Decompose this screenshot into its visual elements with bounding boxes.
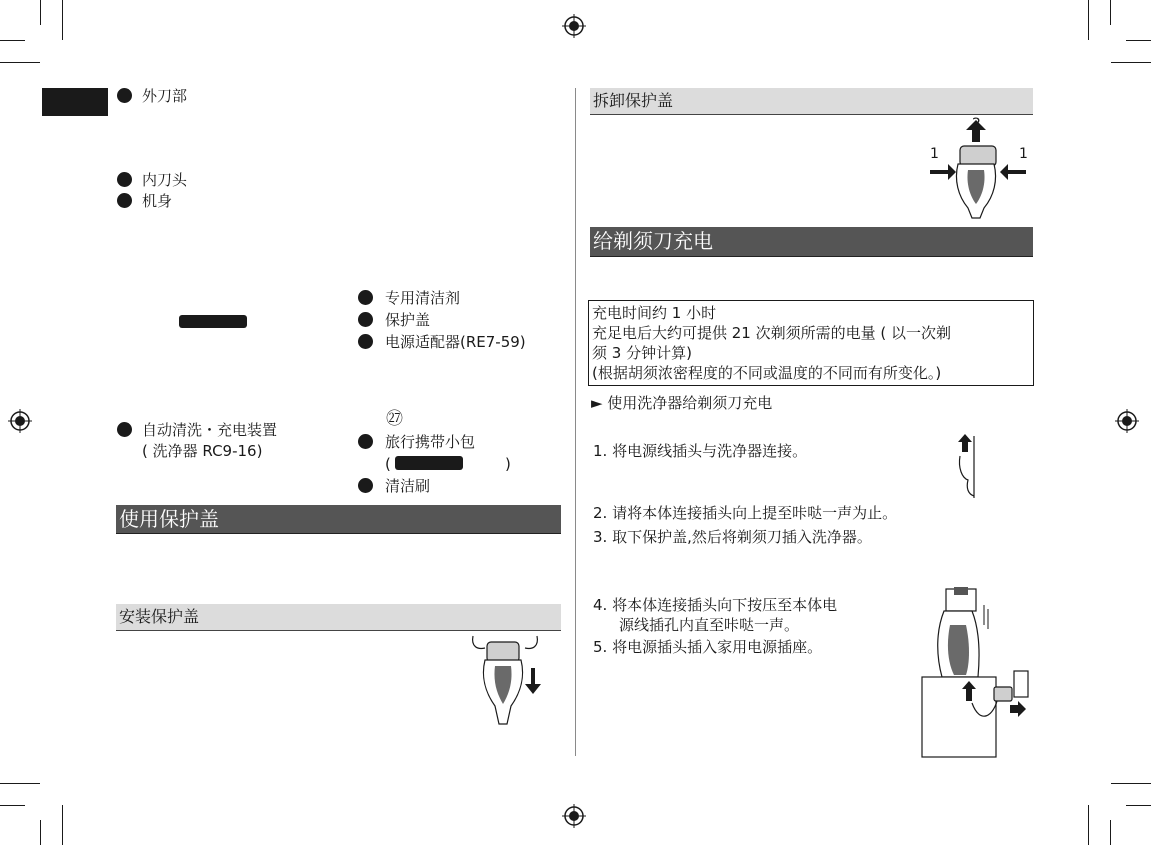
language-tab xyxy=(42,88,108,116)
bullet xyxy=(117,172,132,187)
attach-cover-figure xyxy=(463,634,547,730)
section-use-cover xyxy=(116,505,561,534)
note-line-1: 充电时间约 1 小时 xyxy=(592,304,717,322)
crop-mark xyxy=(0,805,25,806)
registration-mark-left xyxy=(8,409,32,437)
bullet xyxy=(358,290,373,305)
crop-mark xyxy=(1126,805,1151,806)
item-body: 机身 xyxy=(142,192,173,210)
step-1-figure xyxy=(954,432,984,504)
charge-with-cleaner-heading: ► 使用洗净器给剃须刀充电 xyxy=(591,394,773,412)
crop-mark xyxy=(1088,0,1089,40)
item-cleaning-agent: 专用清洁剂 xyxy=(385,289,461,307)
item-pouch-paren-close: ) xyxy=(505,455,511,473)
step-5: 5. 将电源插头插入家用电源插座。 xyxy=(593,638,823,656)
item-inner-blade: 内刀头 xyxy=(142,171,188,189)
crop-mark xyxy=(0,62,40,63)
crop-mark xyxy=(0,783,40,784)
note-line-3: 须 3 分钟计算) xyxy=(592,344,692,362)
crop-mark xyxy=(62,0,63,40)
item-brush: 清洁刷 xyxy=(385,477,431,495)
bullet xyxy=(358,434,373,449)
step-3: 3. 取下保护盖,然后将剃须刀插入洗净器。 xyxy=(593,528,872,546)
bullet xyxy=(117,88,132,103)
bullet xyxy=(117,422,132,437)
step-4-line-2: 源线插孔内直至咔哒一声。 xyxy=(619,616,800,634)
bullet xyxy=(358,334,373,349)
item-number-27: ㉗ xyxy=(386,409,403,429)
section-remove-cover-title: 拆卸保护盖 xyxy=(593,91,674,110)
crop-mark xyxy=(40,0,41,25)
crop-mark xyxy=(0,40,25,41)
crop-mark xyxy=(1111,62,1151,63)
note-line-2: 充足电后大约可提供 21 次剃须所需的电量 ( 以一次剃 xyxy=(592,324,952,342)
bullet xyxy=(117,193,132,208)
item-pouch: 旅行携带小包 xyxy=(385,433,476,451)
crop-mark xyxy=(1126,40,1151,41)
cleaner-station-figure xyxy=(910,585,1030,765)
charge-note-box xyxy=(588,300,1034,386)
fig-remove-label-2: 2 xyxy=(972,116,981,132)
item-cover: 保护盖 xyxy=(385,311,431,329)
section-attach-cover xyxy=(116,604,561,631)
crop-mark xyxy=(1111,783,1151,784)
crop-mark xyxy=(40,820,41,845)
step-2: 2. 请将本体连接插头向上提至咔哒一声为止。 xyxy=(593,504,898,522)
crop-mark xyxy=(62,805,63,845)
section-remove-cover xyxy=(590,88,1033,115)
bullet xyxy=(358,478,373,493)
registration-mark-top xyxy=(562,14,586,42)
item-pouch-paren-open: ( xyxy=(385,455,391,473)
registration-mark-right xyxy=(1115,409,1139,437)
fig-remove-label-1a: 1 xyxy=(930,146,939,162)
note-line-4: (根据胡须浓密程度的不同或温度的不同而有所变化。) xyxy=(592,364,942,382)
registration-mark-bottom xyxy=(562,804,586,832)
item-outer-blade: 外刀部 xyxy=(142,87,188,105)
crop-mark xyxy=(1088,805,1089,845)
column-divider xyxy=(575,88,576,756)
redaction-block xyxy=(395,456,463,470)
item-adapter: 电源适配器(RE7-59) xyxy=(385,333,526,351)
section-use-cover-title: 使用保护盖 xyxy=(119,507,219,531)
step-4-line-1: 4. 将本体连接插头向下按压至本体电 xyxy=(593,596,838,614)
fig-remove-label-1b: 1 xyxy=(1019,146,1028,162)
item-cleaner-model: ( 洗净器 RC9-16) xyxy=(142,442,263,460)
step-1: 1. 将电源线插头与洗净器连接。 xyxy=(593,442,808,460)
redaction-block xyxy=(179,315,247,328)
crop-mark xyxy=(1110,820,1111,845)
section-charge-title: 给剃须刀充电 xyxy=(593,229,713,253)
item-cleaner: 自动清洗・充电装置 xyxy=(142,421,278,439)
section-attach-cover-title: 安装保护盖 xyxy=(119,607,200,626)
crop-mark xyxy=(1110,0,1111,25)
section-charge xyxy=(590,227,1033,257)
bullet xyxy=(358,312,373,327)
